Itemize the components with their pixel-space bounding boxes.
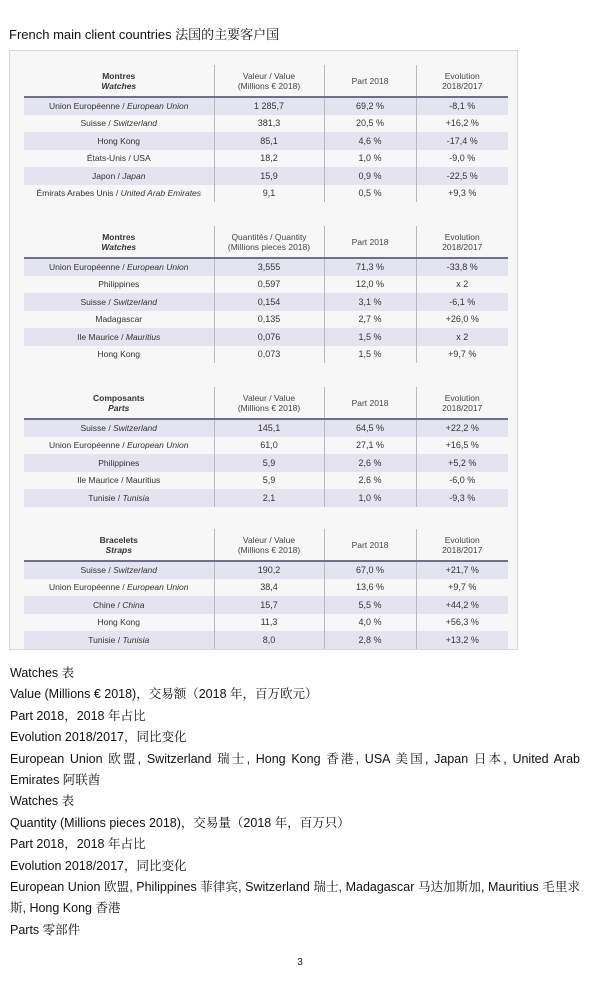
country-cell: Union Européenne / European Union [24,579,214,597]
part-cell: 2,7 % [324,311,416,329]
value-cell: 0,154 [214,293,324,311]
country-cell: Chine / China [24,596,214,614]
table-row [24,258,508,276]
evolution-header: Evolution 2018/2017 [416,65,508,97]
value-cell: 5,9 [214,454,324,472]
country-cell: Union Européenne / European Union [24,437,214,455]
evolution-cell: x 2 [416,328,508,346]
value-cell: 0,135 [214,311,324,329]
table-row [24,167,508,185]
value-cell: 61,0 [214,437,324,455]
part-cell: 2,6 % [324,472,416,490]
part-cell: 1,5 % [324,346,416,364]
note-line: European Union 欧盟, Philippines 菲律宾, Switzerland 瑞士, Madagascar 马达加斯加, Mauritius 毛里求斯, Hong Kong 香港 [10,880,580,916]
note-line: Watches 表 [10,666,75,680]
value-cell: 0,073 [214,346,324,364]
country-cell: Hong Kong [24,132,214,150]
part-cell: 4,6 % [324,132,416,150]
part-cell: 4,0 % [324,614,416,632]
table-row [24,596,508,614]
note-line: Parts 零部件 [10,922,81,937]
evolution-cell: +22,2 % [416,419,508,437]
value-cell: 0,597 [214,276,324,294]
evolution-cell: -9,3 % [416,489,508,507]
value-cell: 15,7 [214,596,324,614]
value-cell: 85,1 [214,132,324,150]
value-cell: 381,3 [214,115,324,133]
table-row [24,579,508,597]
value-cell: 5,9 [214,472,324,490]
evolution-cell: +9,3 % [448,188,477,199]
table-row [24,489,508,507]
evolution-cell: -33,8 % [416,258,508,276]
table-row [24,454,508,472]
country-cell: Suisse / Switzerland [24,419,214,437]
part-cell: 3,1 % [324,293,416,311]
country-cell: Madagascar [24,311,214,329]
part-cell: 2,6 % [324,454,416,472]
part-cell: 64,5 % [324,419,416,437]
value-header: Valeur / Value (Millions € 2018) [214,387,324,419]
table-row [24,614,508,632]
table-row [24,346,508,364]
note-line: Watches 表 [10,794,75,809]
value-cell: 8,0 [214,631,324,649]
document-heading: French main client countries 法国的主要客户国 [9,27,280,42]
country-cell: États-Unis / USA [24,150,214,168]
category-header: Montres Watches [24,226,214,258]
table-row [24,437,508,455]
evolution-cell: +5,2 % [416,454,508,472]
note-line: Evolution 2018/2017，同比变化 [10,858,187,873]
note-line: Value (Millions € 2018)，交易额（2018 年，百万欧元） [10,687,318,702]
table-row [24,631,508,649]
value-cell: 1 285,7 [214,97,324,115]
part-cell: 13,6 % [324,579,416,597]
category-header: Montres Watches [24,65,214,97]
country-cell: Philippines [24,276,214,294]
evolution-cell: +9,7 % [448,582,477,593]
table-row [24,185,508,203]
value-cell: 2,1 [214,489,324,507]
value-cell: 15,9 [214,167,324,185]
evolution-cell: +26,0 % [445,314,479,325]
part-cell: 20,5 % [324,115,416,133]
value-cell: 18,2 [214,150,324,168]
evolution-cell: -9,0 % [449,153,476,164]
table-row [24,472,508,490]
evolution-cell: -6,0 % [449,475,476,486]
evolution-cell: +21,7 % [416,561,508,579]
part-cell: 2,8 % [324,631,416,649]
country-cell: Émirats Arabes Unis / United Arab Emirates [24,185,214,203]
evolution-cell: -17,4 % [416,132,508,150]
country-cell: Union Européenne / European Union [24,258,214,276]
part-cell: 1,0 % [324,489,416,507]
value-cell: 11,3 [214,614,324,632]
country-cell: Ile Maurice / Mauritius [24,472,214,490]
page-number: 3 [297,957,303,968]
category-header: Composants Parts [24,387,214,419]
part-cell: 0,9 % [324,167,416,185]
part-header: Part 2018 [324,65,416,97]
evolution-header: Evolution 2018/2017 [416,387,508,419]
note-line: Quantity (Millions pieces 2018)，交易量（2018 年，百万只） [10,815,350,830]
part-cell: 71,3 % [324,258,416,276]
table-row [24,293,508,311]
note-line: European Union 欧盟, Switzerland 瑞士, Hong Kong 香港, USA 美国, Japan 日本, United Arab Emirates 阿联酋 [10,751,580,788]
evolution-cell: +56,3 % [445,617,479,628]
country-cell: Tunisie / Tunisia [24,489,214,507]
part-cell: 69,2 % [324,97,416,115]
value-header: Valeur / Value (Millions € 2018) [214,65,324,97]
part-cell: 5,5 % [324,596,416,614]
value-header: Valeur / Value (Millions € 2018) [214,529,324,561]
table-row [24,328,508,346]
country-cell: Suisse / Switzerland [24,293,214,311]
evolution-cell: +16,2 % [445,118,479,129]
table-row [24,115,508,133]
value-cell: 145,1 [214,419,324,437]
evolution-cell: +9,7 % [448,349,477,360]
value-cell: 3,555 [214,258,324,276]
part-cell: 12,0 % [324,276,416,294]
part-cell: 67,0 % [324,561,416,579]
country-cell: Japon / Japan [24,167,214,185]
watches-value-table [24,65,508,202]
table-row [24,132,508,150]
evolution-header: Evolution 2018/2017 [416,529,508,561]
country-cell: Hong Kong [24,614,214,632]
category-header: Bracelets Straps [24,529,214,561]
table-row [24,276,508,294]
evolution-cell: -8,1 % [416,97,508,115]
quantity-header: Quantités / Quantity (Millions pieces 2018) [214,226,324,258]
country-cell: Union Européenne / European Union [24,97,214,115]
evolution-cell: x 2 [456,279,469,290]
table-row [24,150,508,168]
note-line: Part 2018，2018 年占比 [10,837,146,852]
country-cell: Hong Kong [24,346,214,364]
evolution-cell: +44,2 % [416,596,508,614]
country-cell: Ile Maurice / Mauritius [24,328,214,346]
evolution-cell: -22,5 % [416,167,508,185]
table-row [24,97,508,115]
value-cell: 0,076 [214,328,324,346]
evolution-cell: +16,5 % [445,440,479,451]
scanned-tables-image [9,50,518,650]
part-header: Part 2018 [324,387,416,419]
note-line: Evolution 2018/2017，同比变化 [10,730,187,745]
evolution-header: Evolution 2018/2017 [416,226,508,258]
evolution-cell: +13,2 % [416,631,508,649]
note-line: Part 2018，2018 年占比 [10,708,146,723]
part-cell: 0,5 % [324,185,416,203]
part-header: Part 2018 [324,529,416,561]
watches-quantity-table [24,226,508,363]
table-row [24,311,508,329]
parts-value-table [24,387,508,507]
country-cell: Suisse / Switzerland [24,115,214,133]
country-cell: Suisse / Switzerland [24,561,214,579]
value-cell: 38,4 [214,579,324,597]
value-cell: 190,2 [214,561,324,579]
evolution-cell: -6,1 % [416,293,508,311]
part-cell: 1,0 % [324,150,416,168]
table-row [24,419,508,437]
country-cell: Philippines [24,454,214,472]
straps-value-table [24,529,508,649]
translation-notes [10,663,580,941]
value-cell: 9,1 [214,185,324,203]
part-header: Part 2018 [324,226,416,258]
part-cell: 1,5 % [324,328,416,346]
part-cell: 27,1 % [324,437,416,455]
country-cell: Tunisie / Tunisia [24,631,214,649]
table-row [24,561,508,579]
